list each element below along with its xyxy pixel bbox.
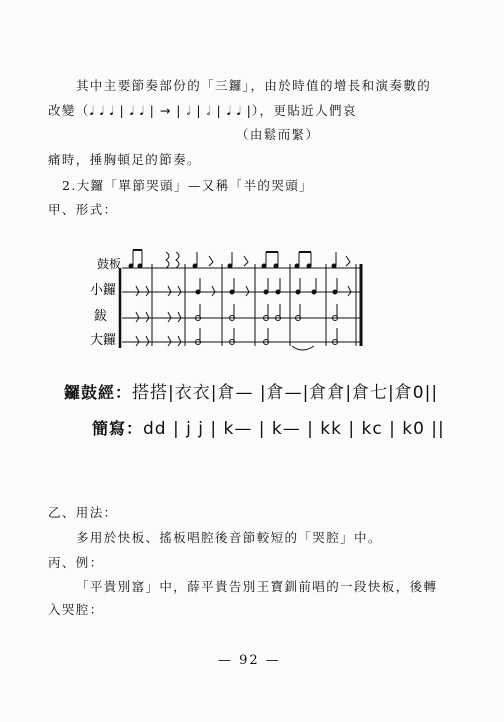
gongche-label: 鑼鼓經： [64,383,133,402]
text-fragment: 改變（ [48,103,90,118]
gongche-notation [64,378,438,403]
instrument-label-xiaoluo: 小鑼 [90,283,117,298]
jianpu-label: 簡寫： [92,419,144,438]
page-number: — 92 — [218,653,281,668]
section-heading: 2.大鑼「單節哭頭」—又稱「半的哭頭」 [62,178,314,193]
subheading-example: 丙、例： [48,555,104,570]
guban-notes [129,250,350,268]
daluo-notes [136,328,338,350]
gongche-text: 搭搭|衣衣|倉— |倉—|倉倉|倉七|倉0|| [132,383,439,403]
rhythm-notation: 𝅘𝅥 𝅘𝅥 𝅘𝅥 | 𝅘𝅥 𝅘𝅥 | → | 𝅗𝅥 | 𝅗𝅥 | 𝅘𝅥 𝅘𝅥 | [89,103,252,118]
instrument-label-daluo: 大鑼 [90,333,117,348]
paragraph-line: 痛時，捶胸頓足的節奏。 [48,152,201,167]
instrument-label-bo: 鈸 [94,309,108,324]
subheading-form: 甲、形式： [48,202,118,217]
xiaoluo-notes [136,278,351,296]
jianpu-notation [92,416,445,439]
text-fragment: ），更貼近人們哀 [251,103,357,118]
example-line: 入哭腔： [48,602,104,617]
barlines [152,264,361,346]
paragraph-line [48,101,357,119]
instrument-label-guban: 鼓板 [97,257,122,271]
bo-notes [136,304,338,322]
usage-text: 多用於快板、搖板唱腔後音節較短的「哭腔」中。 [76,530,382,545]
parenthetical-note: （由鬆而緊） [236,127,320,142]
percussion-score [0,242,504,362]
subheading-usage: 乙、用法： [48,505,118,520]
paragraph-line: 其中主要節奏部份的「三鑼」，由於時值的增長和演奏數的 [76,78,432,93]
jianpu-text: dd | j j | k— | k— | kk | kc | k0 || [143,419,445,439]
example-line: 「平貴別窰」中，薛平貴告別王寶釧前唱的一段快板，後轉 [76,579,438,594]
